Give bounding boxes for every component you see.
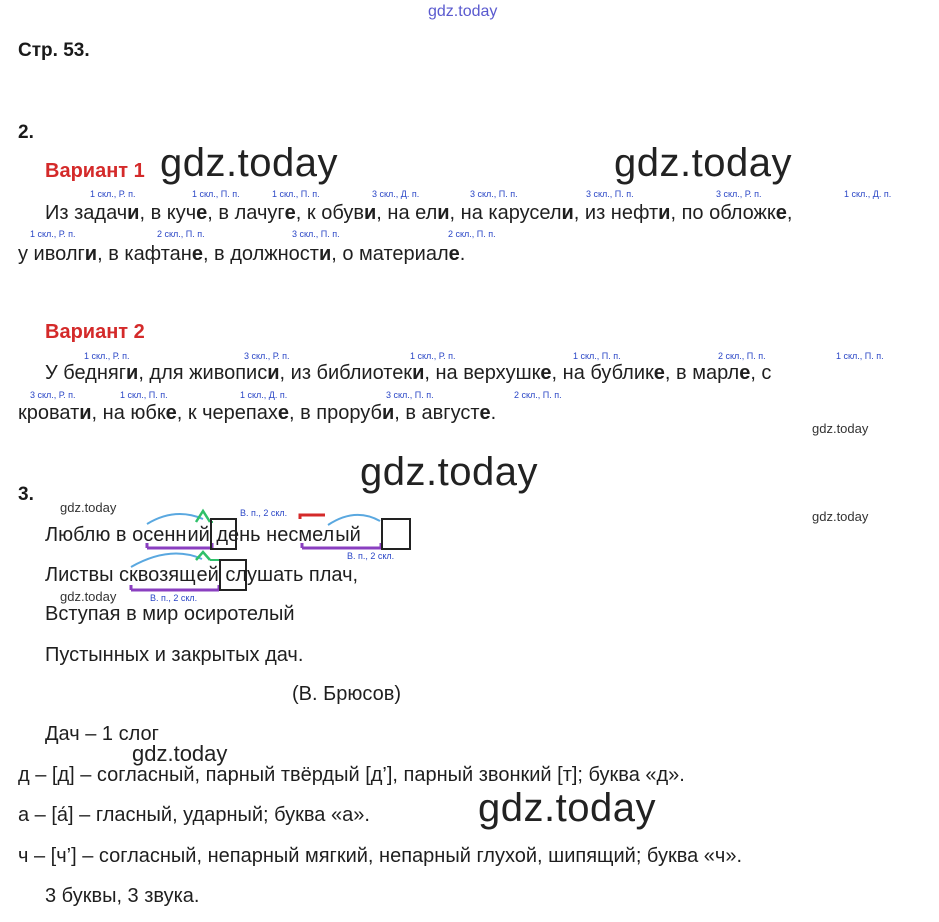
noun-ending: и [127,202,140,224]
case-tag: 1 скл., Р. п. [84,351,130,361]
watermark-top: gdz.today [428,3,498,20]
case-tag: 1 скл., П. п. [272,189,320,199]
line-text: , из нефт [573,202,659,224]
line-text: , о материал [331,243,449,265]
line-text: кроват [18,402,80,424]
poem-text: день [210,524,267,546]
watermark-large: gdz.today [360,450,538,494]
noun-ending: е [653,362,665,384]
analysis-word: Дач – 1 слог [45,723,159,745]
prefix-mark [300,515,325,519]
case-tag: 3 скл., Д. п. [372,189,420,199]
line-text: у иволг [18,243,85,265]
watermark-large: gdz.today [478,786,656,830]
noun-ending: и [561,202,574,224]
case-tag: В. п., 2 скл. [150,593,198,603]
case-tag: 1 скл., П. п. [573,351,621,361]
noun-ending: е [277,402,290,424]
case-tag: 2 скл., П. п. [718,351,766,361]
noun-ending: е [196,202,208,224]
line-text: , на ел [376,202,438,224]
case-tag: 3 скл., Р. п. [30,390,76,400]
watermark-small: gdz.today [812,509,869,524]
watermark-small: gdz.today [60,500,117,515]
case-tag: 1 скл., П. п. [192,189,240,199]
watermark-large: gdz.today [160,141,338,185]
noun-ending: е [284,202,296,224]
noun-ending: и [381,402,395,424]
poem-author: (В. Брюсов) [292,683,401,705]
line-text: , для живопис [138,362,268,384]
case-tag: 3 скл., П. п. [586,189,634,199]
noun-ending: и [658,202,671,224]
noun-ending: е [165,402,177,424]
word-stem: осенн [132,524,187,546]
case-tag: 3 скл., П. п. [386,390,434,400]
word-stem: сквозящ [119,564,196,586]
word-ending: ий [187,524,210,546]
poem-text: слушать плач, [219,564,359,586]
case-tag: 1 скл., Р. п. [90,189,136,199]
case-tag: 3 скл., Р. п. [716,189,762,199]
case-tag: 3 скл., Р. п. [244,351,290,361]
case-tag: 3 скл., П. п. [292,229,340,239]
line-text: , на карусел [449,202,562,224]
word-ending: ей [196,564,219,586]
case-tag: В. п., 2 скл. [240,508,288,518]
line-text: , с [750,362,772,384]
case-tag: 1 скл., П. п. [836,351,884,361]
line-text: , в лачуг [207,202,285,224]
variant-1-title: Вариант 1 [45,160,145,182]
line-text: , на бублик [551,362,654,384]
ending-box [219,559,247,591]
watermark-large: gdz.today [614,141,792,185]
noun-ending: и [267,362,280,384]
noun-ending: и [126,362,139,384]
case-tag: 1 скл., Р. п. [410,351,456,361]
line-text: , в кафтан [97,243,192,265]
task-2-number: 2. [18,122,34,143]
noun-ending: е [739,362,751,384]
line-text: , из библиотек [279,362,413,384]
case-tag: 1 скл., Д. п. [240,390,288,400]
line-text: . [490,402,497,424]
poem-line-1 [45,524,362,547]
analysis-d: д – [д] – согласный, парный твёрдый [д’], парный звонкий [т]; буква «д». [18,764,685,786]
case-tag: 2 скл., П. п. [157,229,205,239]
noun-ending: е [479,402,491,424]
noun-ending: и [84,243,98,265]
line-text: , в куч [139,202,197,224]
noun-ending: и [363,202,377,224]
case-tag: 1 скл., Р. п. [30,229,76,239]
watermark-medium: gdz.today [132,741,228,766]
line-text: , на верхушк [424,362,541,384]
noun-ending: и [79,402,92,424]
analysis-summary: 3 буквы, 3 звука. [45,885,200,907]
case-tag: 1 скл., П. п. [120,390,168,400]
word-ending: ый [335,524,361,546]
poem-line-3: Вступая в мир осиротелый [45,603,295,625]
case-tag: В. п., 2 скл. [347,551,395,561]
poem-line-2 [45,564,358,587]
task-3-number: 3. [18,484,34,505]
line-text: , в должност [202,243,319,265]
watermark-small: gdz.today [60,589,117,604]
noun-ending: е [191,243,203,265]
noun-ending: и [437,202,450,224]
line-text: , на юбк [91,402,166,424]
root-mark [196,552,210,560]
page-number: Стр. 53. [18,40,90,61]
line-text: У бедняг [45,362,127,384]
word-stem: несмел [266,524,335,546]
noun-ending: е [448,243,460,265]
noun-ending: и [412,362,425,384]
noun-ending: е [540,362,552,384]
line-text: , по обложк [670,202,776,224]
poem-line-4: Пустынных и закрытых дач. [45,644,304,666]
watermark-small: gdz.today [812,421,869,436]
line-text: , в проруб [289,402,382,424]
case-tag: 2 скл., П. п. [448,229,496,239]
line-text: Из задач [45,202,128,224]
root-mark [196,511,210,522]
variant-2-title: Вариант 2 [45,321,145,343]
analysis-a: а – [а́] – гласный, ударный; буква «а». [18,804,370,826]
stem-arc [147,514,203,524]
line-text: , к черепах [176,402,278,424]
case-tag: 1 скл., Д. п. [844,189,892,199]
line-text: , в август [394,402,480,424]
case-tag: 2 скл., П. п. [514,390,562,400]
ending-box [210,518,237,550]
analysis-ch: ч – [ч’] – согласный, непарный мягкий, непарный глухой, шипящий; буква «ч». [18,845,743,867]
case-tag: 3 скл., П. п. [470,189,518,199]
noun-ending: е [775,202,787,224]
line-text: , в марл [664,362,740,384]
poem-text: Люблю в [45,524,133,546]
ending-box [381,518,411,550]
line-text: , к обув [295,202,364,224]
line-text: , [786,202,793,224]
line-text: . [459,243,466,265]
poem-text: Листвы [45,564,120,586]
noun-ending: и [318,243,332,265]
